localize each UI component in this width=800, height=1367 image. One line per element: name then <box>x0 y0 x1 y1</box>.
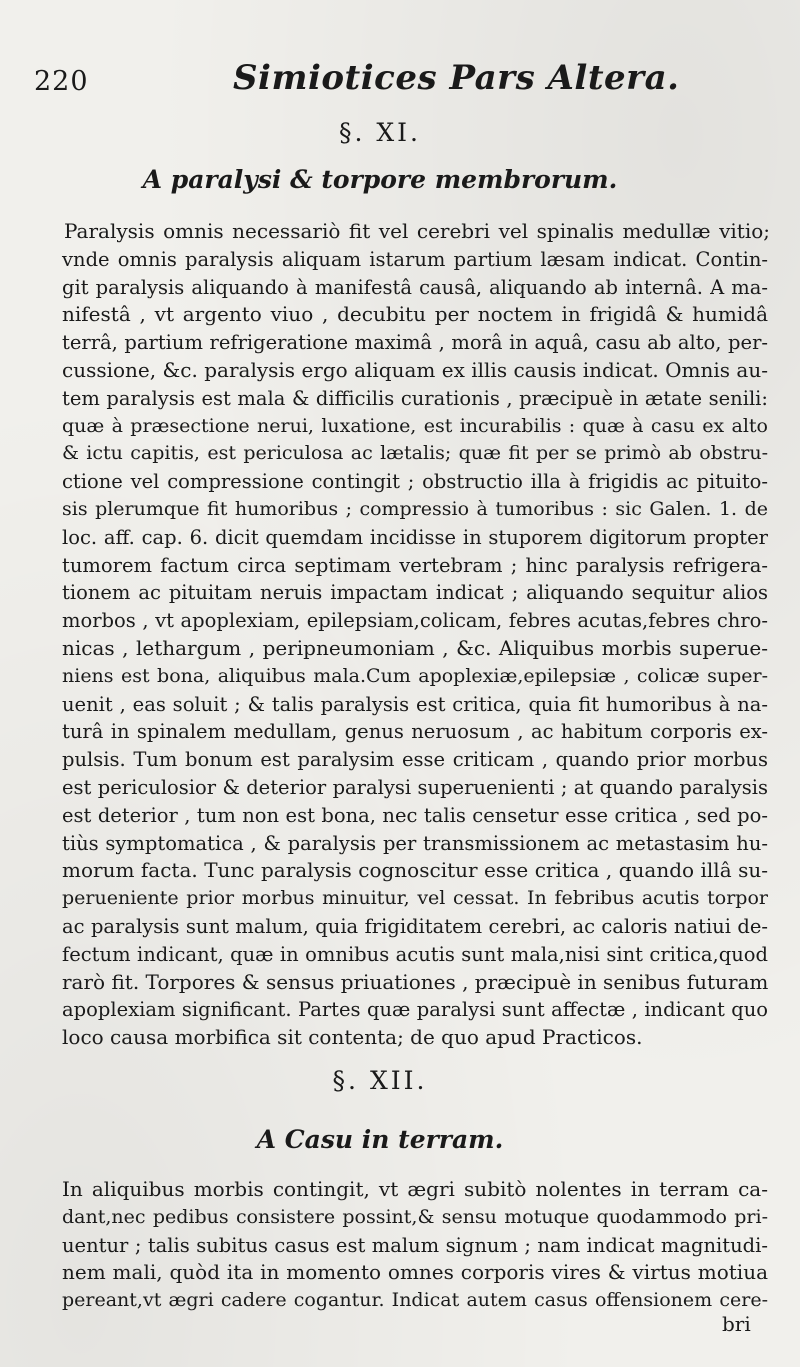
text-line: In aliquibus morbis contingit, vt ægri subitò nolentes in terram ca- <box>62 1177 768 1201</box>
text-line: vnde omnis paralysis aliquam istarum partium læsam indicat. Contin- <box>62 247 768 271</box>
running-head: Simiotices Pars Altera. <box>233 58 680 98</box>
section-12-number: §. XII. <box>332 1066 428 1095</box>
text-line: quæ à præsectione nerui, luxatione, est incurabilis : quæ à casu ex alto <box>62 414 768 437</box>
text-line: tionem ac pituitam neruis impactam indicat ; aliquando sequitur alios <box>62 581 768 605</box>
text-line: morbos , vt apoplexiam, epilepsiam,colicam, febres acutas,febres chro- <box>62 609 768 633</box>
text-line: tiùs symptomatica , & paralysis per transmissionem ac metastasim hu- <box>62 831 768 855</box>
page-header <box>28 58 788 98</box>
text-line: nicas , lethargum , peripneumoniam , &c. Aliquibus morbis superue- <box>62 635 768 660</box>
text-line: nifestâ , vt argento viuo , decubitu per noctem in frigidâ & humidâ <box>62 302 768 327</box>
page-number: 220 <box>34 66 89 97</box>
text-line: apoplexiam significant. Partes quæ paralysi sunt affectæ , indicant quo <box>62 998 768 1022</box>
section-11-body <box>62 218 768 1052</box>
text-line: ac paralysis sunt malum, quia frigiditatem cerebri, ac caloris natiui de- <box>62 914 768 938</box>
text-line: git paralysis aliquando à manifestâ causâ, aliquando ab internâ. A ma- <box>62 275 768 299</box>
text-line: morum facta. Tunc paralysis cognoscitur esse critica , quando illâ su- <box>62 858 768 883</box>
text-line: pereant,vt ægri cadere cogantur. Indicat autem casus offensionem cere- <box>62 1289 768 1312</box>
text-line: pulsis. Tum bonum est paralysim esse criticam , quando prior morbus <box>62 748 768 772</box>
text-line: fectum indicant, quæ in omnibus acutis sunt mala,nisi sint critica,quod <box>62 942 768 966</box>
text-line: ctione vel compressione contingit ; obstructio illa à frigidis ac pituito- <box>62 470 768 494</box>
text-line: perueniente prior morbus minuitur, vel cessat. In febribus acutis torpor <box>62 887 768 910</box>
text-line: tem paralysis est mala & difficilis curationis , præcipuè in ætate senili: <box>62 386 768 410</box>
text-line: uentur ; talis subitus casus est malum signum ; nam indicat magnitudi- <box>62 1233 768 1257</box>
text-line: loc. aff. cap. 6. dicit quemdam incidisse in stuporem digitorum propter <box>62 525 768 549</box>
text-line: tumorem factum circa septimam vertebram ; hinc paralysis refrigera- <box>62 553 768 577</box>
text-line: terrâ, partium refrigeratione maximâ , morâ in aquâ, casu ab alto, per- <box>62 331 768 355</box>
text-line: loco causa morbifica sit contenta; de quo apud Practicos. <box>62 1025 643 1050</box>
text-line: niens est bona, aliquibus mala.Cum apoplexiæ,epilepsiæ , colicæ super- <box>62 664 768 687</box>
section-12-title: A Casu in terram. <box>256 1125 504 1154</box>
section-11-number: §. XI. <box>338 118 421 147</box>
text-line: nem mali, quòd ita in momento omnes corporis vires & virtus motiua <box>62 1260 768 1285</box>
text-line: turâ in spinalem medullam, genus neruosum , ac habitum corporis ex- <box>62 720 768 744</box>
text-line: sis plerumque fit humoribus ; compressio à tumoribus : sic Galen. 1. de <box>62 497 768 520</box>
text-line: & ictu capitis, est periculosa ac lætalis; quæ fit per se primò ab obstru- <box>62 442 768 465</box>
catchword: bri <box>722 1312 751 1336</box>
text-line: est deterior , tum non est bona, nec talis censetur esse critica , sed po- <box>62 803 768 827</box>
section-11-title: A paralysi & torpore membrorum. <box>142 165 618 194</box>
text-line: dant,nec pedibus consistere possint,& sensu motuque quodammodo pri- <box>62 1205 768 1228</box>
text-line: uenit , eas soluit ; & talis paralysis est critica, quia fit humoribus à na- <box>62 692 768 716</box>
text-line: cussione, &c. paralysis ergo aliquam ex illis causis indicat. Omnis au- <box>62 357 768 382</box>
text-line: Paralysis omnis necessariò fit vel cerebri vel spinalis medullæ vitio; <box>64 219 770 243</box>
text-line: rarò fit. Torpores & sensus priuationes , præcipuè in senibus futuram <box>62 969 769 994</box>
text-line: est periculosior & deterior paralysi superuenienti ; at quando paralysis <box>62 775 768 799</box>
section-12-body <box>62 1176 768 1315</box>
